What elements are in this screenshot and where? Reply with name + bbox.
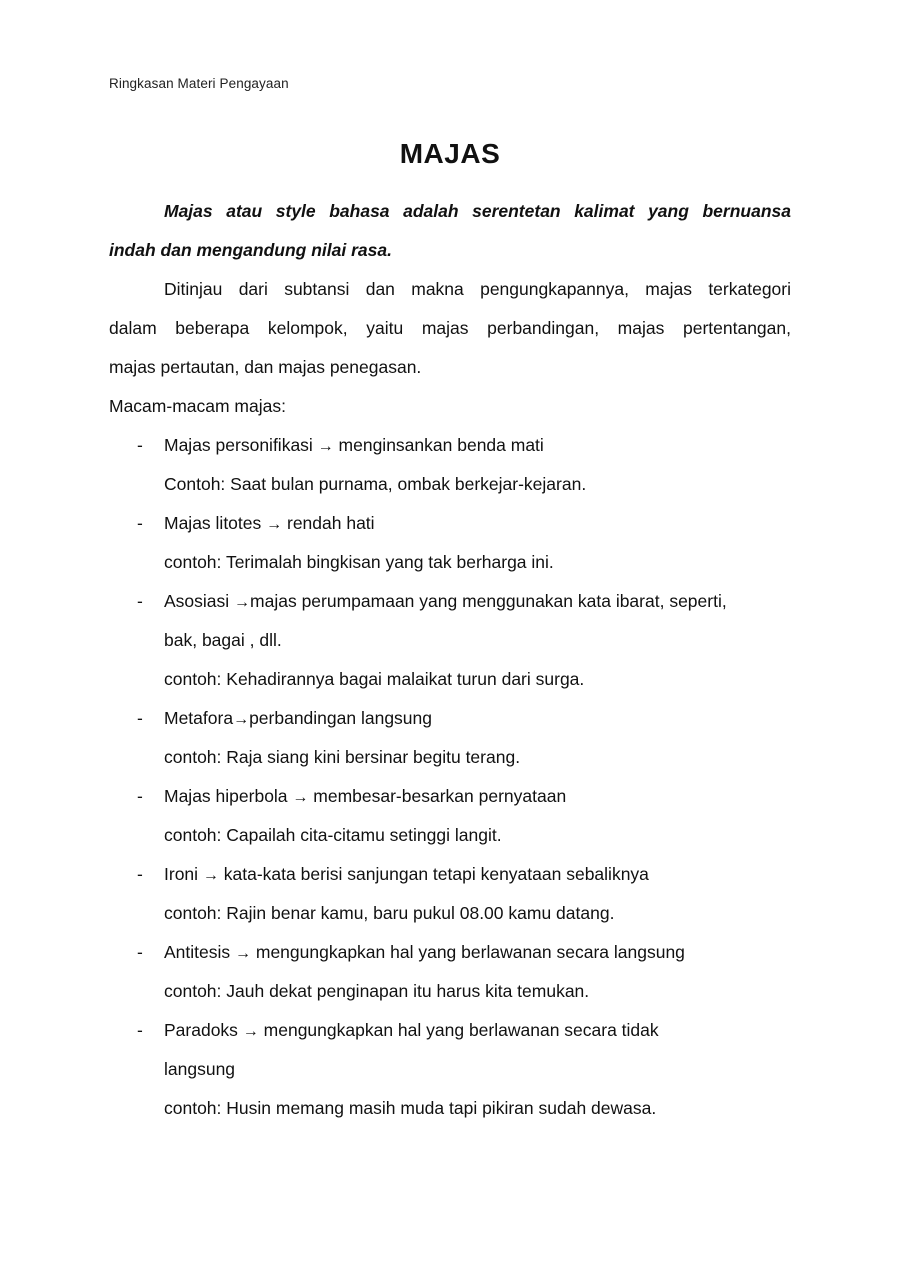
- majas-list: [109, 426, 791, 1128]
- list-item: [109, 426, 791, 504]
- document-body: [109, 192, 791, 1128]
- arrow-right-icon: →: [242, 1023, 259, 1040]
- majas-definition-line: [109, 1011, 791, 1050]
- majas-definition-line: [109, 777, 791, 816]
- list-item: [109, 582, 791, 699]
- majas-term: Ironi: [164, 864, 203, 884]
- majas-definition-line: [109, 504, 791, 543]
- arrow-right-icon: →: [202, 867, 219, 884]
- majas-definition-line: [109, 855, 791, 894]
- bullet-dash: -: [137, 786, 143, 806]
- bullet-dash: -: [137, 708, 143, 728]
- majas-example: contoh: Terimalah bingkisan yang tak berharga ini.: [164, 552, 554, 572]
- majas-definition: kata-kata berisi sanjungan tetapi kenyataan sebaliknya: [218, 864, 649, 884]
- list-item: [109, 777, 791, 855]
- page-header: Ringkasan Materi Pengayaan: [109, 76, 289, 91]
- majas-definition: majas perumpamaan yang menggunakan kata ibarat, seperti,: [250, 591, 727, 611]
- majas-term: Paradoks: [164, 1020, 243, 1040]
- majas-definition: mengungkapkan hal yang berlawanan secara tidak: [258, 1020, 659, 1040]
- majas-definition-line: [109, 933, 791, 972]
- majas-example: contoh: Capailah cita-citamu setinggi langit.: [164, 825, 502, 845]
- bullet-dash: -: [137, 1020, 143, 1040]
- list-item: [109, 1011, 791, 1128]
- majas-definition: perbandingan langsung: [249, 708, 433, 728]
- intro-line-1: Majas atau style bahasa adalah serentetan kalimat yang bernuansa: [164, 201, 791, 221]
- list-heading: Macam-macam majas:: [109, 396, 286, 416]
- majas-definition: rendah hati: [282, 513, 375, 533]
- majas-term: Majas litotes: [164, 513, 267, 533]
- majas-term: Asosiasi: [164, 591, 235, 611]
- majas-term: Majas personifikasi: [164, 435, 318, 455]
- majas-definition-line: [109, 699, 791, 738]
- arrow-right-icon: →: [317, 438, 334, 455]
- list-item: [109, 855, 791, 933]
- page-title: MAJAS: [399, 138, 501, 169]
- majas-definition: mengungkapkan hal yang berlawanan secara langsung: [251, 942, 685, 962]
- bullet-dash: -: [137, 513, 143, 533]
- majas-example: contoh: Rajin benar kamu, baru pukul 08.00 kamu datang.: [164, 903, 615, 923]
- list-item: [109, 504, 791, 582]
- arrow-right-icon: →: [292, 789, 309, 806]
- majas-term: Metafora: [164, 708, 234, 728]
- majas-term: Majas hiperbola: [164, 786, 293, 806]
- arrow-right-icon: →: [235, 945, 251, 962]
- majas-example: contoh: Jauh dekat penginapan itu harus kita temukan.: [164, 981, 590, 1001]
- majas-example: Contoh: Saat bulan purnama, ombak berkejar-kejaran.: [164, 474, 587, 494]
- majas-definition: membesar-besarkan pernyataan: [308, 786, 567, 806]
- majas-definition-line: [109, 582, 791, 621]
- paragraph-line-2: dalam beberapa kelompok, yaitu majas perbandingan, majas pertentangan,: [109, 318, 791, 338]
- bullet-dash: -: [137, 942, 143, 962]
- arrow-right-icon: →: [233, 711, 250, 728]
- bullet-dash: -: [137, 591, 143, 611]
- majas-definition-continued: bak, bagai , dll.: [164, 630, 282, 650]
- majas-example: contoh: Husin memang masih muda tapi pikiran sudah dewasa.: [164, 1098, 657, 1118]
- arrow-right-icon: →: [234, 594, 251, 611]
- list-item: [109, 699, 791, 777]
- majas-definition: menginsankan benda mati: [333, 435, 544, 455]
- bullet-dash: -: [137, 435, 143, 455]
- majas-example: contoh: Raja siang kini bersinar begitu terang.: [164, 747, 521, 767]
- paragraph-line-3: majas pertautan, dan majas penegasan.: [109, 357, 422, 377]
- majas-term: Antitesis: [164, 942, 235, 962]
- paragraph-line-1: Ditinjau dari subtansi dan makna pengungkapannya, majas terkategori: [164, 279, 791, 299]
- intro-line-2: indah dan mengandung nilai rasa.: [109, 240, 392, 260]
- list-item: [109, 933, 791, 1011]
- bullet-dash: -: [137, 864, 143, 884]
- majas-definition-line: [109, 426, 791, 465]
- majas-example: contoh: Kehadirannya bagai malaikat turun dari surga.: [164, 669, 585, 689]
- majas-definition-continued: langsung: [164, 1059, 236, 1079]
- arrow-right-icon: →: [266, 516, 283, 533]
